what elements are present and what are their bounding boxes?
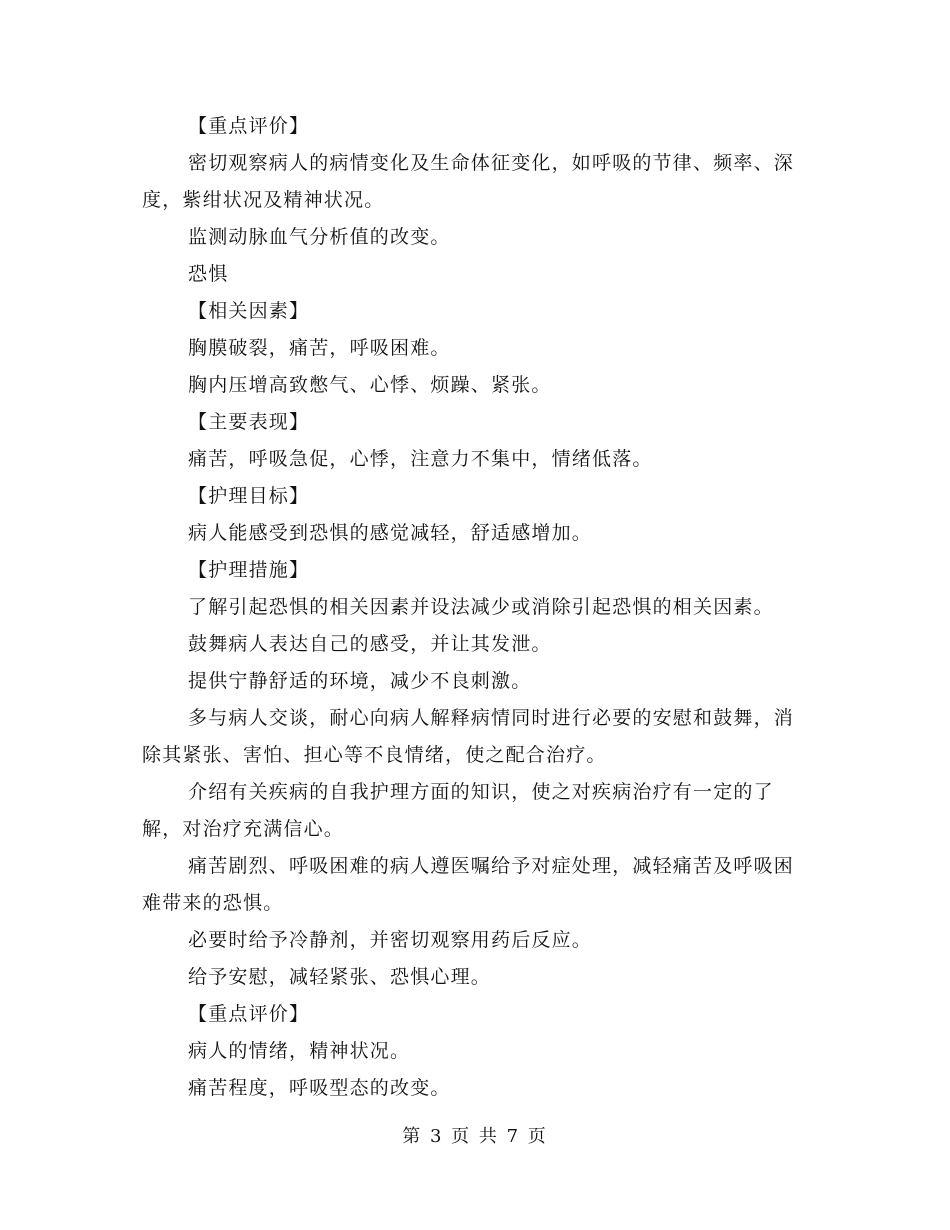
topic-title: 恐惧 bbox=[188, 263, 229, 285]
document-body bbox=[142, 108, 810, 1107]
paragraph: 病人能感受到恐惧的感觉减轻，舒适感增加。 bbox=[188, 522, 593, 544]
section-heading: 【主要表现】 bbox=[188, 411, 310, 433]
section-heading: 【护理目标】 bbox=[188, 485, 310, 507]
paragraph: 鼓舞病人表达自己的感受，并让其发泄。 bbox=[188, 633, 552, 655]
paragraph: 提供宁静舒适的环境，减少不良刺激。 bbox=[188, 670, 532, 692]
paragraph: 胸膜破裂，痛苦，呼吸困难。 bbox=[188, 337, 451, 359]
paragraph: 监测动脉血气分析值的改变。 bbox=[188, 226, 451, 248]
section-heading: 【护理措施】 bbox=[188, 559, 310, 581]
section-heading: 【重点评价】 bbox=[188, 1003, 310, 1025]
page-number-footer: 第 3 页 共 7 页 bbox=[402, 1126, 548, 1147]
section-heading: 【重点评价】 bbox=[188, 115, 310, 137]
paragraph: 必要时给予冷静剂，并密切观察用药后反应。 bbox=[188, 929, 593, 951]
paragraph: 密切观察病人的病情变化及生命体征变化，如呼吸的节律、频率、深度，紫绀状况及精神状况。 bbox=[142, 152, 795, 211]
paragraph: 痛苦，呼吸急促，心悸，注意力不集中，情绪低落。 bbox=[188, 448, 653, 470]
paragraph: 病人的情绪，精神状况。 bbox=[188, 1040, 411, 1062]
paragraph: 介绍有关疾病的自我护理方面的知识，使之对疾病治疗有一定的了解，对治疗充满信心。 bbox=[142, 781, 774, 840]
section-heading: 【相关因素】 bbox=[188, 300, 310, 322]
paragraph: 胸内压增高致憋气、心悸、烦躁、紧张。 bbox=[188, 374, 552, 396]
paragraph: 痛苦程度，呼吸型态的改变。 bbox=[188, 1077, 451, 1099]
paragraph: 了解引起恐惧的相关因素并设法减少或消除引起恐惧的相关因素。 bbox=[188, 596, 774, 618]
paragraph: 给予安慰，减轻紧张、恐惧心理。 bbox=[188, 966, 492, 988]
paragraph: 痛苦剧烈、呼吸困难的病人遵医嘱给予对症处理，减轻痛苦及呼吸困难带来的恐惧。 bbox=[142, 855, 795, 914]
paragraph: 多与病人交谈，耐心向病人解释病情同时进行必要的安慰和鼓舞，消除其紧张、害怕、担心等不良情绪，使之配合治疗。 bbox=[142, 707, 795, 766]
